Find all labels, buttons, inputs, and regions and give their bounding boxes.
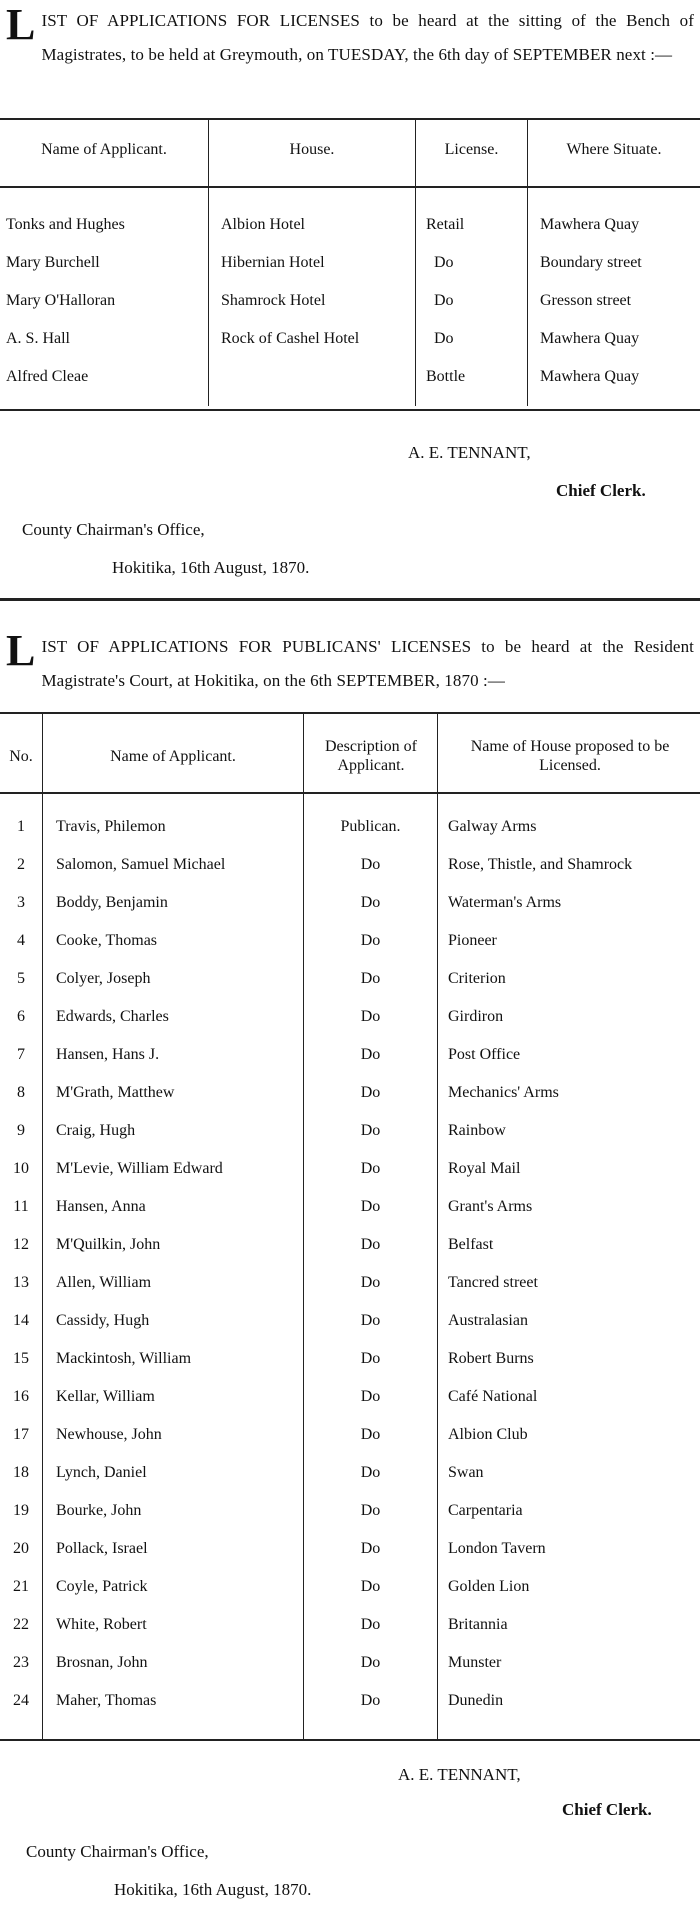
notice2-applicant: Colyer, Joseph bbox=[56, 970, 151, 987]
notice1-intro-text: IST OF APPLICATIONS FOR LICENSES to be heard at the sitting of the Bench of Magistrates, to be held at Greymouth, on TUESDAY, the 6th day of SEPTEMBER next :— bbox=[41, 11, 694, 64]
notice2-applicant: Newhouse, John bbox=[56, 1426, 162, 1443]
notice2-description: Do bbox=[360, 1312, 381, 1329]
notice1-header-applicant: Name of Applicant. bbox=[41, 141, 167, 158]
notice2-house: Girdiron bbox=[448, 1008, 504, 1025]
notice1-license: Retail bbox=[426, 216, 465, 233]
notice2-no: 9 bbox=[17, 1122, 25, 1139]
notice1-situate: Mawhera Quay bbox=[540, 368, 640, 385]
notice2-description: Do bbox=[360, 1692, 381, 1709]
notice2-applicant: Craig, Hugh bbox=[56, 1122, 136, 1139]
notice2-no: 21 bbox=[13, 1578, 29, 1595]
notice2-header-rule bbox=[0, 792, 700, 794]
notice2-header-no: No. bbox=[9, 748, 33, 765]
notice2-no: 8 bbox=[17, 1084, 25, 1101]
notice2-applicant: Salomon, Samuel Michael bbox=[56, 856, 226, 873]
notice2-description: Do bbox=[360, 1388, 381, 1405]
notice2-applicant: Allen, William bbox=[56, 1274, 152, 1291]
notice2-house: Galway Arms bbox=[448, 818, 537, 835]
notice1-office: County Chairman's Office, bbox=[22, 520, 205, 539]
notice2-description: Do bbox=[360, 1540, 381, 1557]
notice2-house: Grant's Arms bbox=[448, 1198, 533, 1215]
notice2-description: Do bbox=[360, 1616, 381, 1633]
notice2-applicant: Cooke, Thomas bbox=[56, 932, 158, 949]
notice2-applicant: Travis, Philemon bbox=[56, 818, 166, 835]
notice2-applicant: Pollack, Israel bbox=[56, 1540, 148, 1557]
notice2-place-date: Hokitika, 16th August, 1870. bbox=[114, 1880, 312, 1899]
notice2-applicant: Lynch, Daniel bbox=[56, 1464, 147, 1481]
notice2-applicant: Bourke, John bbox=[56, 1502, 142, 1519]
notice2-house: Carpentaria bbox=[448, 1502, 523, 1519]
notice2-applicant: Mackintosh, William bbox=[56, 1350, 192, 1367]
notice2-no: 4 bbox=[17, 932, 25, 949]
notice2-applicant: Coyle, Patrick bbox=[56, 1578, 148, 1595]
notice2-description: Do bbox=[360, 1122, 381, 1139]
notice1-house: Hibernian Hotel bbox=[221, 254, 325, 271]
notice2-signature-title: Chief Clerk. bbox=[562, 1800, 652, 1819]
notice2-description: Do bbox=[360, 1578, 381, 1595]
notice-separator bbox=[0, 598, 700, 601]
notice1-house: Rock of Cashel Hotel bbox=[221, 330, 360, 347]
notice1-signature: A. E. TENNANT, bbox=[408, 443, 531, 462]
notice2-house: Albion Club bbox=[448, 1426, 528, 1443]
notice2-no: 20 bbox=[13, 1540, 29, 1557]
notice2-description: Do bbox=[360, 1350, 381, 1367]
notice2-house: Swan bbox=[448, 1464, 484, 1481]
notice2-description: Do bbox=[360, 1046, 381, 1063]
notice2-no: 2 bbox=[17, 856, 25, 873]
notice1-license: Do bbox=[434, 330, 454, 347]
notice2-no: 22 bbox=[13, 1616, 29, 1633]
notice2-header-description: Description of Applicant. bbox=[325, 738, 417, 774]
notice2-house: Rose, Thistle, and Shamrock bbox=[448, 856, 633, 873]
notice2-house: Mechanics' Arms bbox=[448, 1084, 559, 1101]
notice1-table-top-rule bbox=[0, 118, 700, 120]
notice1-header-license: License. bbox=[444, 141, 499, 158]
notice1-signature-title: Chief Clerk. bbox=[556, 481, 646, 500]
notice2-header-applicant: Name of Applicant. bbox=[110, 748, 236, 765]
notice1-license: Do bbox=[434, 292, 454, 309]
notice2-header-house: Name of House proposed to be Licensed. bbox=[470, 738, 670, 774]
notice2-house: Rainbow bbox=[448, 1122, 506, 1139]
notice2-applicant: Hansen, Anna bbox=[56, 1198, 146, 1215]
notice1-license: Do bbox=[434, 254, 454, 271]
notice2-no: 23 bbox=[13, 1654, 29, 1671]
notice2-no: 5 bbox=[17, 970, 25, 987]
notice2-office: County Chairman's Office, bbox=[26, 1842, 209, 1861]
notice2-dropcap: L bbox=[6, 626, 36, 675]
notice2-applicant: Kellar, William bbox=[56, 1388, 155, 1405]
notice2-house: Criterion bbox=[448, 970, 506, 987]
notice1-situate: Gresson street bbox=[540, 292, 632, 309]
notice1-place-date: Hokitika, 16th August, 1870. bbox=[112, 558, 310, 577]
notice2-description: Publican. bbox=[340, 818, 401, 835]
notice2-applicant: Cassidy, Hugh bbox=[56, 1312, 150, 1329]
notice2-description: Do bbox=[360, 1274, 381, 1291]
notice2-applicant: M'Levie, William Edward bbox=[56, 1160, 223, 1177]
notice1-header-rule bbox=[0, 186, 700, 188]
notice2-description: Do bbox=[360, 856, 381, 873]
notice2-no: 24 bbox=[13, 1692, 29, 1709]
notice2-applicant: White, Robert bbox=[56, 1616, 147, 1633]
notice2-house: Café National bbox=[448, 1388, 538, 1405]
notice2-signature: A. E. TENNANT, bbox=[398, 1765, 521, 1784]
notice2-description: Do bbox=[360, 1654, 381, 1671]
notice1-header-house: House. bbox=[289, 141, 335, 158]
notice2-col-divider bbox=[42, 714, 43, 1739]
notice1-applicant: Mary O'Halloran bbox=[6, 292, 116, 309]
notice2-no: 6 bbox=[17, 1008, 25, 1025]
notice2-description: Do bbox=[360, 932, 381, 949]
notice2-no: 13 bbox=[13, 1274, 29, 1291]
notice2-applicant: Edwards, Charles bbox=[56, 1008, 169, 1025]
notice1-house: Shamrock Hotel bbox=[221, 292, 326, 309]
notice2-description: Do bbox=[360, 1008, 381, 1025]
notice2-applicant: Brosnan, John bbox=[56, 1654, 148, 1671]
notice2-applicant: Boddy, Benjamin bbox=[56, 894, 168, 911]
notice2-description: Do bbox=[360, 1160, 381, 1177]
notice2-no: 17 bbox=[13, 1426, 29, 1443]
notice2-no: 12 bbox=[13, 1236, 29, 1253]
notice2-col-divider bbox=[437, 714, 438, 1739]
notice2-applicant: M'Quilkin, John bbox=[56, 1236, 161, 1253]
notice1-col-divider bbox=[208, 120, 209, 406]
notice1-applicant: A. S. Hall bbox=[6, 330, 70, 347]
notice2-house: Dunedin bbox=[448, 1692, 504, 1709]
notice1-col-divider bbox=[415, 120, 416, 406]
notice2-house: Post Office bbox=[448, 1046, 521, 1063]
notice2-description: Do bbox=[360, 1084, 381, 1101]
notice2-description: Do bbox=[360, 970, 381, 987]
notice2-house: Golden Lion bbox=[448, 1578, 530, 1595]
notice1-applicant: Mary Burchell bbox=[6, 254, 100, 271]
notice2-house: Belfast bbox=[448, 1236, 494, 1253]
notice2-description: Do bbox=[360, 1464, 381, 1481]
notice1-dropcap: L bbox=[6, 0, 36, 49]
notice2-intro-text: IST OF APPLICATIONS FOR PUBLICANS' LICENSES to be heard at the Resident Magistrate's Court, at Hokitika, on the 6th SEPTEMBER, 1870 :— bbox=[41, 637, 694, 690]
notice2-no: 11 bbox=[13, 1198, 29, 1215]
notice2-applicant: Maher, Thomas bbox=[56, 1692, 157, 1709]
notice1-situate: Mawhera Quay bbox=[540, 330, 640, 347]
notice1-applicant: Alfred Cleae bbox=[6, 368, 89, 385]
notice2-applicant: Hansen, Hans J. bbox=[56, 1046, 160, 1063]
notice2-description: Do bbox=[360, 894, 381, 911]
notice2-no: 1 bbox=[17, 818, 25, 835]
notice2-house: Robert Burns bbox=[448, 1350, 534, 1367]
notice2-house: Munster bbox=[448, 1654, 502, 1671]
notice2-description: Do bbox=[360, 1236, 381, 1253]
notice1-situate: Boundary street bbox=[540, 254, 642, 271]
notice2-description: Do bbox=[360, 1502, 381, 1519]
notice2-house: Royal Mail bbox=[448, 1160, 521, 1177]
notice2-description: Do bbox=[360, 1426, 381, 1443]
notice2-no: 10 bbox=[13, 1160, 29, 1177]
notice2-no: 7 bbox=[17, 1046, 25, 1063]
notice2-applicant: M'Grath, Matthew bbox=[56, 1084, 175, 1101]
notice2-no: 15 bbox=[13, 1350, 29, 1367]
notice2-house: Britannia bbox=[448, 1616, 508, 1633]
notice2-no: 16 bbox=[13, 1388, 29, 1405]
notice2-no: 3 bbox=[17, 894, 25, 911]
notice1-table-bottom-rule bbox=[0, 409, 700, 411]
notice1-situate: Mawhera Quay bbox=[540, 216, 640, 233]
notice2-no: 14 bbox=[13, 1312, 29, 1329]
notice1-house: Albion Hotel bbox=[221, 216, 305, 233]
notice2-table-top-rule bbox=[0, 712, 700, 714]
notice1-applicant: Tonks and Hughes bbox=[6, 216, 125, 233]
notice1-header-situate: Where Situate. bbox=[566, 141, 662, 158]
notice1-col-divider bbox=[527, 120, 528, 406]
notice2-description: Do bbox=[360, 1198, 381, 1215]
notice2-house: Pioneer bbox=[448, 932, 497, 949]
notice1-intro bbox=[6, 0, 694, 72]
notice2-house: Australasian bbox=[448, 1312, 528, 1329]
notice2-house: Tancred street bbox=[448, 1274, 538, 1291]
notice2-no: 18 bbox=[13, 1464, 29, 1481]
notice2-no: 19 bbox=[13, 1502, 29, 1519]
notice2-table-bottom-rule bbox=[0, 1739, 700, 1741]
notice1-license: Bottle bbox=[426, 368, 466, 385]
notice2-house: London Tavern bbox=[448, 1540, 546, 1557]
notice2-intro bbox=[6, 626, 694, 698]
notice2-house: Waterman's Arms bbox=[448, 894, 562, 911]
